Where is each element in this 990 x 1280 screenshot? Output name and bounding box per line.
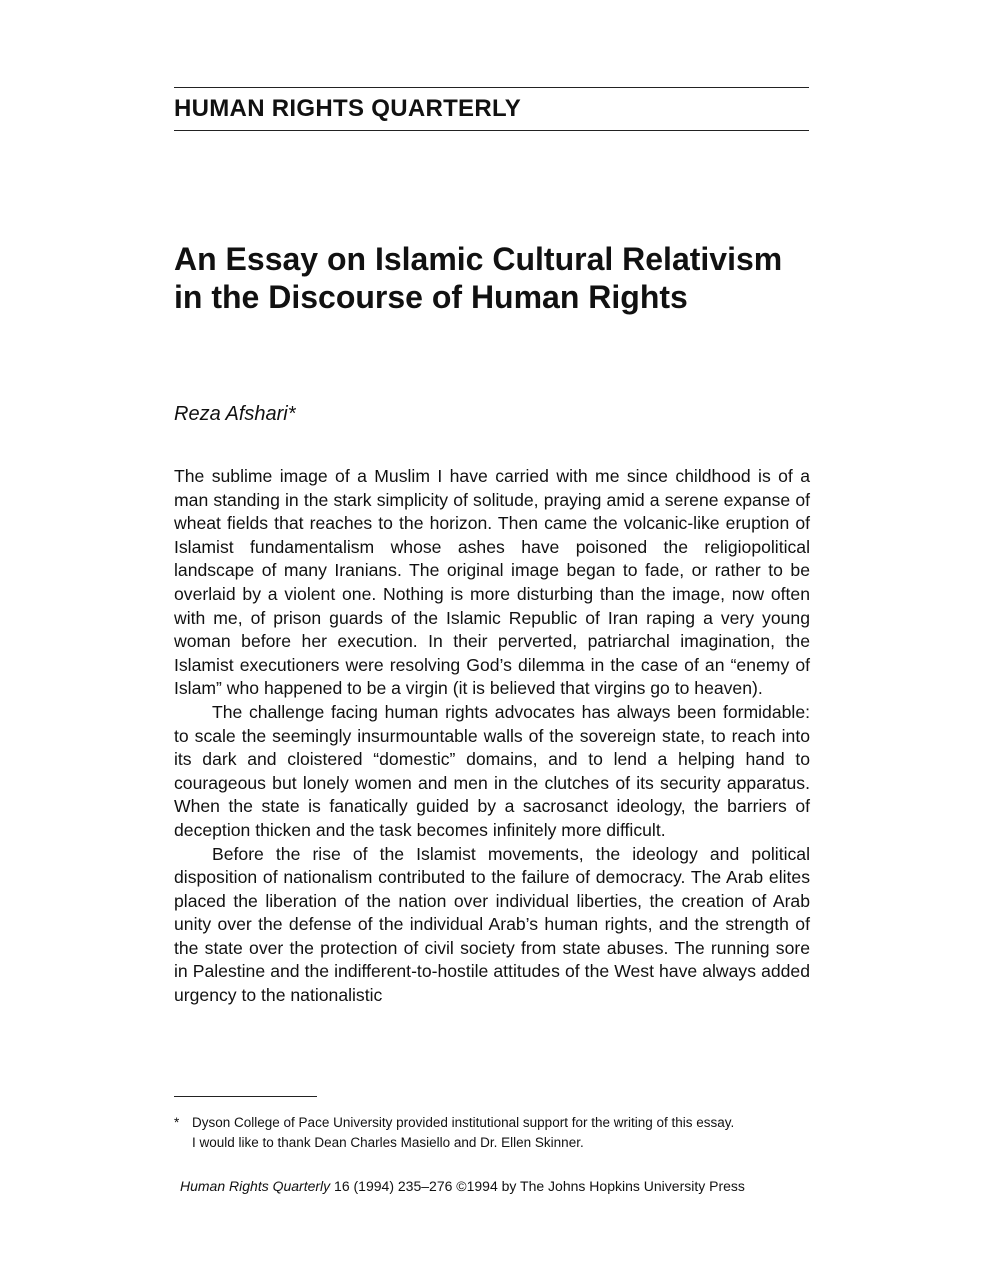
body-paragraph-3: Before the rise of the Islamist movements, the ideology and political disposition of nationalism contributed to the failure of democracy. The Arab elites placed the liberation of the nation over individual liberties, the creation of Arab unity over the defense of the individual Arab’s human rights, and the strength of the state over the protection of civil society from state abuses. The running sore in Palestine and the indifferent-to-hostile attitudes of the West have always added urgency to the nationalistic <box>174 843 810 1006</box>
header-top-rule <box>174 87 809 88</box>
footnote-line-2: I would like to thank Dean Charles Masiello and Dr. Ellen Skinner. <box>192 1135 584 1150</box>
journal-header: HUMAN RIGHTS QUARTERLY <box>174 95 522 122</box>
article-body <box>174 465 810 1008</box>
footnote-line-1: Dyson College of Pace University provided institutional support for the writing of this essay. <box>192 1115 735 1130</box>
citation-journal: Human Rights Quarterly <box>180 1178 331 1194</box>
body-paragraph-2: The challenge facing human rights advocates has always been formidable: to scale the seemingly insurmountable walls of the sovereign state, to reach into its dark and cloistered “domestic” domains, and to lend a helping hand to courageous but lonely women and men in the clutches of its security apparatus. When the state is fanatically guided by a sacrosanct ideology, the barriers of deception thicken and the task becomes infinitely more difficult. <box>174 701 810 840</box>
article-title <box>174 240 814 316</box>
footnote-mark: * <box>174 1115 180 1130</box>
citation-details: 16 (1994) 235–276 ©1994 by The Johns Hopkins University Press <box>330 1178 745 1194</box>
article-title-line-1: An Essay on Islamic Cultural Relativism <box>174 241 783 277</box>
body-paragraph-1: The sublime image of a Muslim I have carried with me since childhood is of a man standing in the stark simplicity of solitude, praying amid a serene expanse of wheat fields that reaches to the horizon. Then came the volcanic-like eruption of Islamist fundamentalism whose ashes have poisoned the religiopolitical landscape of many Iranians. The original image began to fade, or rather to be overlaid by a violent one. Nothing is more disturbing than the image, now often with me, of prison guards of the Islamic Republic of Iran raping a very young woman before her execution. In their perverted, patriarchal imagination, the Islamist executioners were resolving God’s dilemma in the case of an “enemy of Islam” who happened to be a virgin (it is believed that virgins go to heaven). <box>174 466 810 699</box>
article-title-line-2: in the Discourse of Human Rights <box>174 279 688 315</box>
footnote <box>174 1113 814 1153</box>
header-bottom-rule <box>174 130 809 131</box>
citation-line <box>180 1178 745 1194</box>
footnote-divider <box>174 1096 317 1097</box>
author-name: Reza Afshari* <box>174 403 296 425</box>
